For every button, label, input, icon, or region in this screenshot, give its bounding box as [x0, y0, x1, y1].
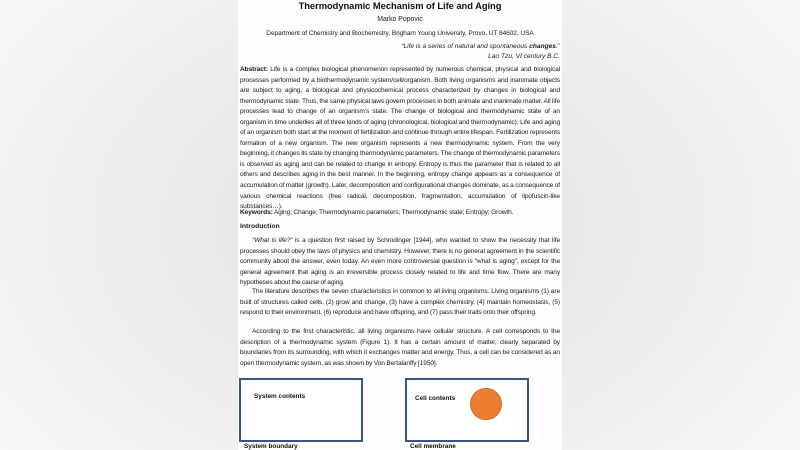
intro-paragraph-3: According to the first characteristic, all living organisms have cellular structure. A cell corresponds to the description of a thermodynamic system (Figure 1). It has a certain amount of matter, clearly separated by boundaries from its surrounding, with which it exchanges matter and energy. Thus, a cell can be considered as an open thermodynamic system, as was shown by Von Bertalanffy [1950].	[240, 328, 560, 367]
epigraph-emphasis: changes	[529, 43, 556, 50]
system-boundary-caption: System boundary	[244, 443, 298, 450]
keywords-line	[240, 208, 560, 219]
section-heading-introduction: Introduction	[240, 223, 280, 230]
epigraph-attribution: Lao Tzu, VI century B.C.	[488, 53, 560, 60]
system-contents-label: System contents	[254, 393, 306, 400]
figure-system-box	[239, 378, 363, 442]
cell-membrane-caption: Cell membrane	[410, 443, 456, 450]
figure-cell-box	[405, 378, 529, 442]
intro-paragraph-1-text: is a question first raised by Schrodinger [1944], who wanted to show the necessity that life processes should obey the laws of physics and chemistry. However, there is no general agreement in the scientific community about the answer, even today. An even more controversial question is “what is aging”, except for the general agreement that aging is an irreversible process closely related to life and time flow. There are many hypotheses about the cause of aging.	[240, 237, 560, 287]
author-name: Marko Popovic	[377, 16, 423, 23]
epigraph-end: .”	[555, 43, 560, 50]
intro-paragraph-1	[240, 236, 560, 289]
cell-nucleus-circle-icon	[470, 388, 502, 420]
document-page	[238, 0, 562, 450]
abstract-paragraph	[240, 65, 560, 213]
intro-italic-lead: “What is life?”	[252, 237, 293, 244]
epigraph-text: “Life is a series of natural and spontaneous	[401, 43, 530, 50]
abstract-text: Life is a complex biological phenomenon represented by numerous chemical, physical and biological processes performed by a biothermodynamic system/cell/organism. Both living organisms and inanimate objects are subject to aging, a biological and physicochemical process characterized by changes in biological and thermodynamic state. Thus, the same physical laws govern processes in both animate and inanimate matter. All life processes lead to change of an organism’s state. The change of biological and thermodynamic state of an organism in time underlies all of three kinds of aging (chronological, biological and thermodynamic). Life and aging of an organism both start at the moment of fertilization and continue through entire lifespan. Fertilization represents formation of a new organism. The new organism represents a new thermodynamic system. From the very beginning, it changes its state by changing thermodynamic parameters. The change of thermodynamic parameters is observed as aging and can be related to change in entropy. Entropy is thus the parameter that is related to all others and describes aging in the best manner. In the beginning, entropy change appears as a consequence of accumulation of matter (growth). Later, decomposition and configurational changes dominate, as a consequence of various chemical reactions (free radical, decomposition, fragmentation, accumulation of lipofuscin-like substances…).	[240, 66, 560, 211]
cell-contents-label: Cell contents	[415, 395, 456, 402]
keywords-text: Aging; Change; Thermodynamic parameters; Thermodynamic state; Entropy; Growth.	[272, 209, 514, 216]
intro-paragraph-2: The literature describes the seven characteristics in common to all living organisms. Living organisms (1) are built of structures called cells, (2) grow and change, (3) have a complex chemistry, (4) maintain homeostasis, (5) respond to their environment, (6) reproduce and have offspring, and (7) pass their traits onto their offspring.	[240, 288, 560, 317]
author-affiliation: Department of Chemistry and Biochemistry, Brigham Young University, Provo, UT 84602, USA	[266, 30, 534, 37]
abstract-label: Abstract:	[240, 66, 268, 73]
keywords-label: Keywords:	[240, 209, 273, 216]
epigraph-quote	[240, 42, 560, 52]
paper-title: Thermodynamic Mechanism of Life and Aging	[298, 0, 502, 11]
